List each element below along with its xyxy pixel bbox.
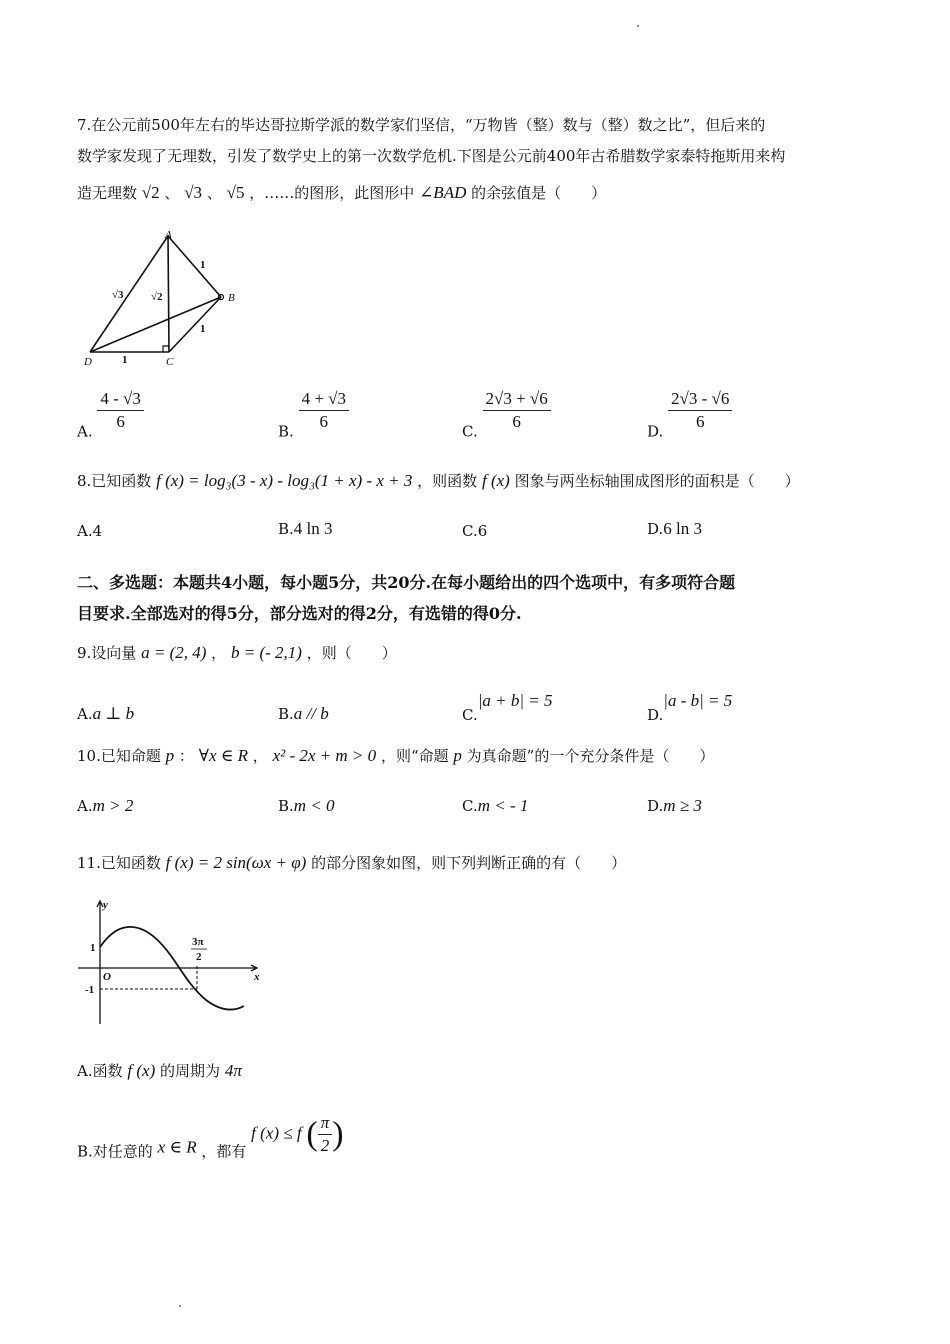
q9-pre: 9.设向量 <box>77 644 137 662</box>
q8-stem <box>77 470 800 492</box>
q9-option-c[interactable] <box>462 690 553 726</box>
edge-ab <box>168 236 221 297</box>
q9-option-b[interactable] <box>278 703 329 725</box>
q10-option-c-label: C. <box>462 797 478 815</box>
q10-forall: ∀x ∈ R <box>198 746 248 765</box>
q10-inequality: x² - 2x + m > 0 <box>272 746 377 765</box>
edge-bc <box>169 297 221 352</box>
q8-option-d[interactable] <box>647 518 702 540</box>
q8-option-b-label: B. <box>278 520 294 538</box>
q11-option-a-value: 4π <box>224 1061 242 1080</box>
axis-label-x: x <box>254 971 260 983</box>
q10-post: 为真命题”的一个充分条件是（ ） <box>466 747 715 765</box>
label-ad: √3 <box>112 289 124 301</box>
q10-option-b-label: B. <box>278 797 294 815</box>
q7-line3-mid: ，……的图形，此图形中 <box>249 184 415 202</box>
tick-label-1: 1 <box>90 942 96 954</box>
q10-option-d-label: D. <box>647 797 664 815</box>
q7-option-b[interactable] <box>278 388 349 443</box>
q10-option-c[interactable] <box>462 795 528 817</box>
q10-option-d-value: m ≥ 3 <box>663 796 702 815</box>
right-angle-mark <box>163 346 169 352</box>
label-b: B <box>228 292 235 304</box>
q7-option-c-den: 6 <box>512 412 521 431</box>
q10-option-a-label: A. <box>77 797 93 815</box>
q11-option-a-fx: f (x) <box>127 1061 156 1080</box>
tick-label-3pi-num: 3π <box>192 936 204 948</box>
q9-option-b-value: a // b <box>293 704 329 723</box>
q7-option-b-den: 6 <box>319 412 329 431</box>
q11-option-b-den: 2 <box>320 1136 330 1155</box>
q9-option-c-label: C. <box>462 706 478 724</box>
q8-post: 图象与两坐标轴围成图形的面积是（ ） <box>514 472 800 490</box>
section2-line2: 目要求.全部选对的得5分，部分选对的得2分，有选错的得0分. <box>77 604 522 623</box>
q8-fx: f (x) <box>481 471 510 490</box>
label-dc: 1 <box>122 354 128 366</box>
q10-sep: ， <box>252 747 268 765</box>
q9-option-d[interactable] <box>647 690 732 726</box>
q11-formula: f (x) = 2 sin(ωx + φ) <box>165 853 307 872</box>
label-d: D <box>84 356 92 368</box>
q8-option-a-label: A.4 <box>77 522 103 540</box>
q7-line1: 7.在公元前500年左右的毕达哥拉斯学派的数学家们坚信，“万物皆（整）数与（整）数之比”，但后来的 <box>77 116 766 134</box>
q8-option-c-label: C.6 <box>462 522 488 540</box>
q10-pre: 10.已知命题 <box>77 747 161 765</box>
q11-option-b[interactable]: B.对任意的 x ∈ R ，都有 f (x) ≤ f ( $\frac{\pi}{2}$ ) <box>77 1113 344 1161</box>
q11-post: 的部分图象如图，则下列判断正确的有（ ） <box>311 854 627 872</box>
stray-dot-top <box>637 25 639 27</box>
q8-option-b-value: 4 ln 3 <box>293 519 333 538</box>
q8-mid: ，则函数 <box>417 472 478 490</box>
q9-option-d-label: D. <box>647 706 664 724</box>
q9-option-a[interactable] <box>77 703 134 725</box>
q7-line3-post: 的余弦值是（ ） <box>471 184 607 202</box>
q7-option-a-label: A. <box>77 422 93 441</box>
q9-option-a-value: a ⊥ b <box>92 704 135 723</box>
q7-sep1: 、 <box>164 184 180 202</box>
q8-option-b[interactable] <box>278 518 333 540</box>
q7-line3-pre: 造无理数 <box>77 184 138 202</box>
q10-option-b[interactable] <box>278 795 335 817</box>
q7-option-b-label: B. <box>278 422 294 441</box>
q7-option-d-den: 6 <box>695 412 705 431</box>
q7-option-a-num: 4 - √3 <box>97 388 144 411</box>
q7-sqrt5: √5 <box>226 183 245 202</box>
q10-option-a[interactable] <box>77 795 133 817</box>
q9-option-c-value: |a + b| = 5 <box>477 691 553 710</box>
q9-stem <box>77 642 397 664</box>
q10-p: p <box>165 746 175 765</box>
label-a: A <box>165 229 172 241</box>
q7-option-d[interactable] <box>647 388 732 443</box>
q11-option-b-mid: ，都有 <box>201 1142 247 1161</box>
q10-mid: ，则“命题 <box>380 747 449 765</box>
q8-pre: 8.已知函数 <box>77 472 152 490</box>
q7-angle: ∠BAD <box>419 183 467 202</box>
q9-vector-b: b = (- 2,1) <box>230 643 302 662</box>
q11-stem <box>77 852 626 874</box>
q9-post: ，则（ ） <box>306 644 397 662</box>
q7-line3 <box>77 182 606 204</box>
q8-option-c[interactable] <box>462 520 487 542</box>
q7-line2: 数学家发现了无理数，引发了数学史上的第一次数学危机.下图是公元前400年古希腊数学家泰特拖斯用来构 <box>77 147 786 165</box>
q11-option-b-x: x ∈ R <box>157 1137 197 1157</box>
label-bc: 1 <box>200 323 206 335</box>
section2-line1: 二、多选题：本题共4小题，每小题5分，共20分.在每小题给出的四个选项中，有多项符合题 <box>77 573 736 592</box>
tick-label-neg1: -1 <box>85 984 95 996</box>
q11-option-a[interactable] <box>77 1060 242 1082</box>
q7-option-c[interactable] <box>462 388 551 443</box>
q10-stem <box>77 745 714 767</box>
q7-option-a[interactable] <box>77 388 144 443</box>
label-c: C <box>166 356 174 368</box>
q7-option-d-label: D. <box>647 422 664 441</box>
q10-option-a-value: m > 2 <box>92 796 134 815</box>
q7-sqrt2: √2 <box>141 183 160 202</box>
tick-label-3pi-den: 2 <box>196 951 202 963</box>
q9-option-a-label: A. <box>77 705 93 723</box>
q7-option-b-num: 4 + √3 <box>299 388 349 411</box>
q7-figure <box>80 228 250 370</box>
q11-option-b-num: π <box>318 1112 333 1135</box>
q8-option-d-label: D. <box>647 520 664 538</box>
q7-option-a-den: 6 <box>116 412 125 431</box>
q8-option-a[interactable] <box>77 520 102 542</box>
label-ab: 1 <box>200 259 206 271</box>
q7-option-c-label: C. <box>462 422 478 441</box>
q10-option-c-value: m < - 1 <box>477 796 529 815</box>
q10-p2: p <box>453 746 462 765</box>
q11-graph <box>76 896 266 1028</box>
q8-formula: f (x) = log₃(3 - x) - log₃(1 + x) - x + 3 <box>156 471 413 490</box>
q7-option-d-num: 2√3 - √6 <box>668 388 732 411</box>
q7-sqrt3: √3 <box>184 183 203 202</box>
q7-sep2: 、 <box>206 184 222 202</box>
q10-option-b-value: m < 0 <box>293 796 335 815</box>
q9-vector-a: a = (2, 4) <box>141 643 207 662</box>
q10-colon: ： <box>178 747 194 765</box>
axis-label-y: y <box>103 899 108 911</box>
label-ac: √2 <box>151 291 163 303</box>
q9-option-d-value: |a - b| = 5 <box>663 691 733 710</box>
origin-label: O <box>103 971 111 983</box>
q9-sep: ， <box>211 644 227 662</box>
q8-option-d-value: 6 ln 3 <box>663 519 702 538</box>
q11-pre: 11.已知函数 <box>77 854 161 872</box>
q11-option-a-mid: 的周期为 <box>160 1062 221 1080</box>
stray-dot-bottom <box>179 1305 181 1307</box>
q11-option-a-pre: A.函数 <box>77 1062 123 1080</box>
edge-ac <box>168 236 169 352</box>
q11-option-b-pre: B.对任意的 <box>77 1142 153 1161</box>
q11-option-b-ineq: f (x) ≤ f <box>251 1123 302 1143</box>
q7-option-c-num: 2√3 + √6 <box>483 388 551 411</box>
q9-option-b-label: B. <box>278 705 294 723</box>
q10-option-d[interactable] <box>647 795 702 817</box>
